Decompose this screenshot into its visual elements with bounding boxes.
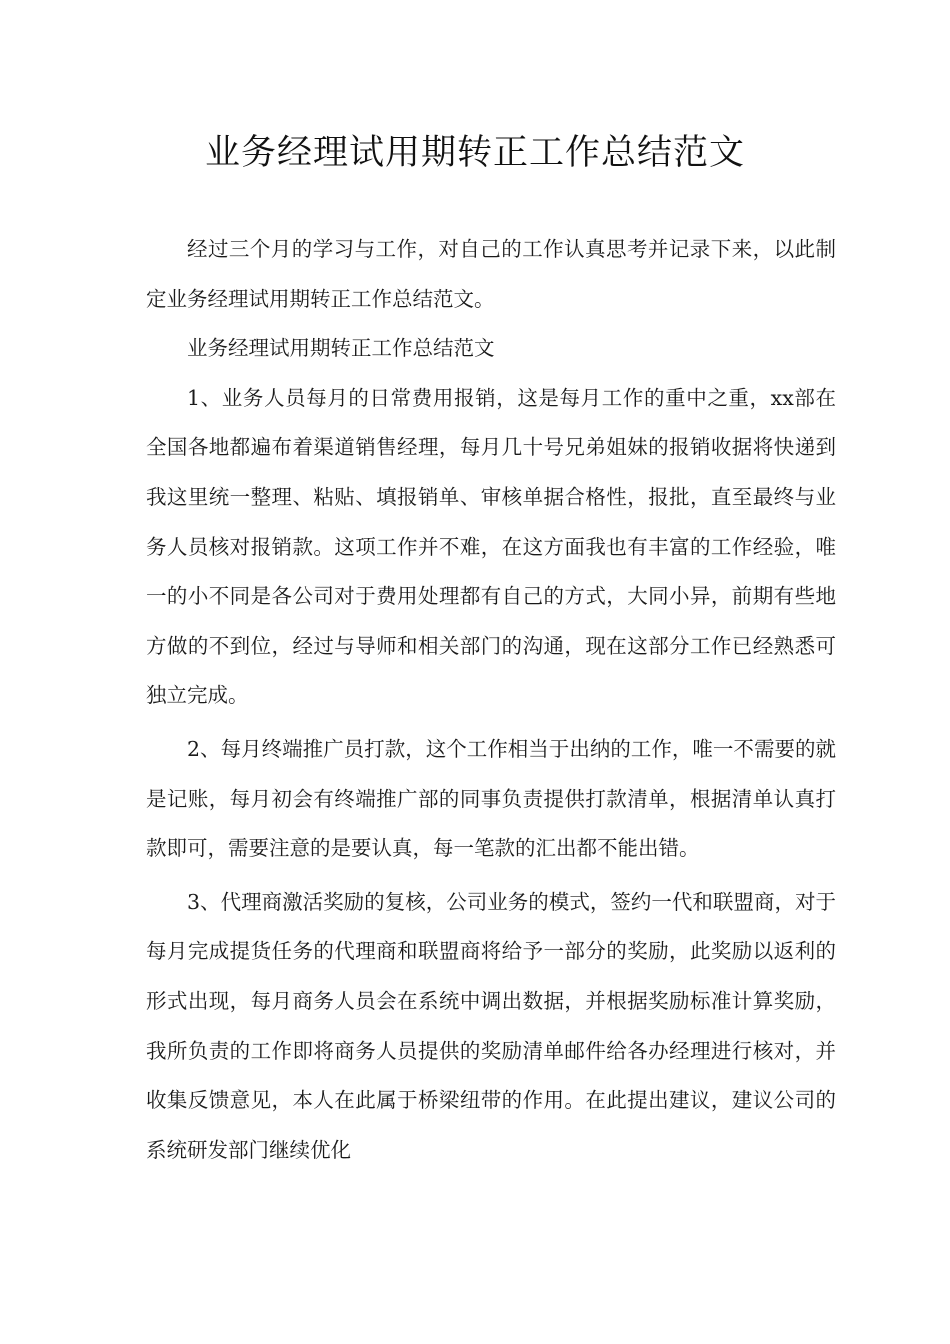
item-2-paragraph: 2、每月终端推广员打款，这个工作相当于出纳的工作，唯一不需要的就是记账，每月初会有终端推广部的同事负责提供打款清单，根据清单认真打款即可，需要注意的是要认真，每一笔款的汇出都不能出错。 [146, 736, 836, 861]
document-body [146, 225, 836, 1175]
item-1-paragraph: 1、业务人员每月的日常费用报销，这是每月工作的重中之重，xx部在全国各地都遍布着渠道销售经理，每月几十号兄弟姐妹的报销收据将快递到我这里统一整理、粘贴、填报销单、审核单据合格性，报批，直至最终与业务人员核对报销款。这项工作并不难，在这方面我也有丰富的工作经验，唯一的小不同是各公司对于费用处理都有自己的方式，大同小异，前期有些地方做的不到位，经过与导师和相关部门的沟通，现在这部分工作已经熟悉可独立完成。 [146, 385, 836, 708]
intro-paragraph: 经过三个月的学习与工作，对自己的工作认真思考并记录下来，以此制定业务经理试用期转正工作总结范文。 [146, 237, 836, 311]
subtitle-paragraph: 业务经理试用期转正工作总结范文 [187, 336, 495, 361]
document-title: 业务经理试用期转正工作总结范文 [204, 133, 745, 173]
item-3-paragraph: 3、代理商激活奖励的复核，公司业务的模式，签约一代和联盟商，对于每月完成提货任务的代理商和联盟商将给予一部分的奖励，此奖励以返利的形式出现，每月商务人员会在系统中调出数据，并根据奖励标准计算奖励，我所负责的工作即将商务人员提供的奖励清单邮件给各办经理进行核对，并收集反馈意见，本人在此属于桥梁纽带的作用。在此提出建议，建议公司的系统研发部门继续优化 [146, 889, 836, 1162]
